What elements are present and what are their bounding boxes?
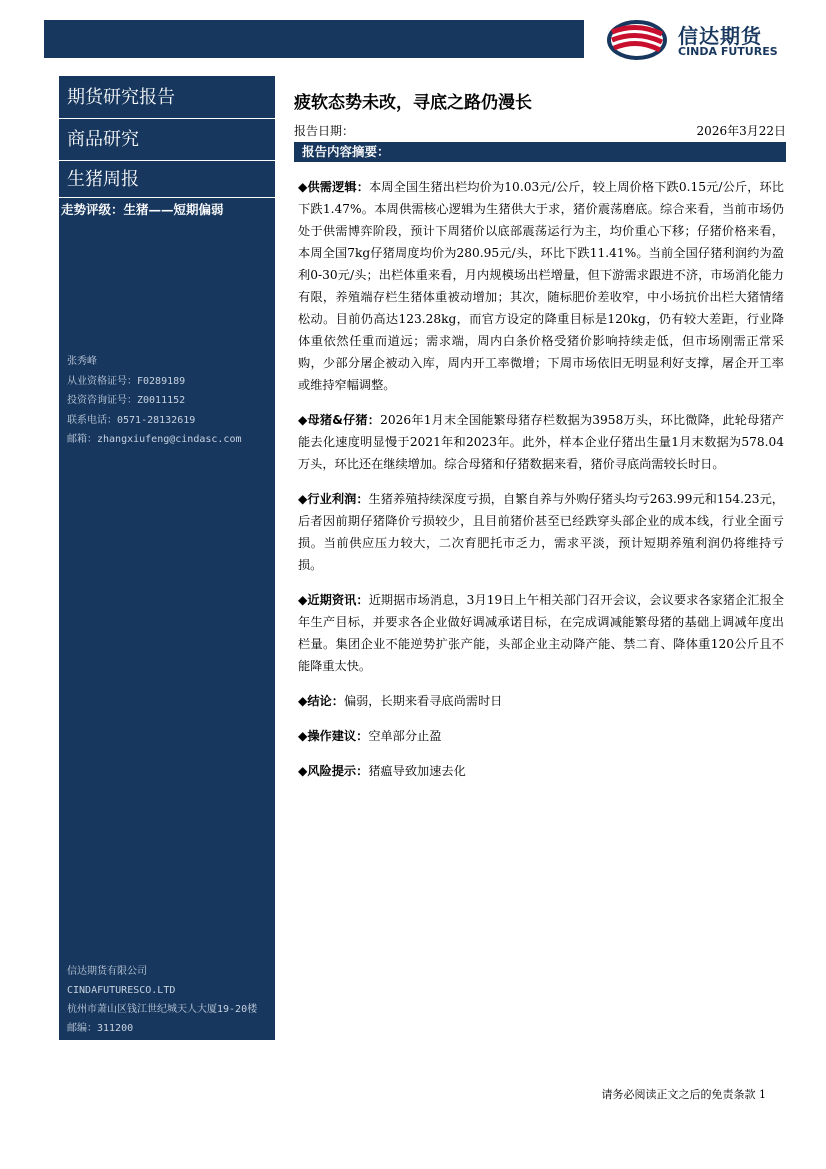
- section-text: 本周全国生猪出栏均价为10.03元/公斤，较上周价格下跌0.15元/公斤，环比下跌1.47%。本周供需核心逻辑为生猪供大于求，猪价震荡磨底。综合来看，当前市场仍处于供需博弈阶段，预计下周猪价以底部震荡运行为主，均价重心下移；仔猪价格来看，本周全国7kg仔猪周度均价为280.95元/头，环比下跌11.41%。当前全国仔猪利润约为盈利0-30元/头；出栏体重来看，月内规模场出栏增量，但下游需求跟进不济，市场消化能力有限，养殖端存栏生猪体重被动增加；其次，随标肥价差收窄，中小场抗价出栏大猪情绪松动。目前仍高达123.28kg，而官方设定的降重目标是120kg，仍有较大差距，行业降体重依然任重而道远；需求端，周内白条价格受猪价影响持续走低，但市场刚需正常采购，少部分屠企被动入库，周内开工率微增；下周市场依旧无明显利好支撑，屠企开工率或维持窄幅调整。: [298, 180, 784, 392]
- sidebar: [59, 76, 275, 1040]
- summary-content: [298, 176, 784, 795]
- section-label: ◆操作建议：: [298, 729, 369, 743]
- trend-rating: 走势评级：生猪——短期偏弱: [61, 202, 224, 217]
- cinda-logo-icon: [604, 18, 670, 62]
- sidebar-title-weekly: 生猪周报: [67, 169, 139, 190]
- sidebar-divider: [59, 160, 275, 161]
- analyst-name: 张秀峰: [67, 356, 97, 367]
- section-risk-warning: [298, 760, 784, 782]
- section-industry-profit: [298, 488, 784, 576]
- section-supply-demand: [298, 176, 784, 396]
- section-label: ◆母猪&仔猪：: [298, 413, 381, 427]
- header-bar: [44, 20, 584, 58]
- section-recent-news: [298, 589, 784, 677]
- analyst-consult-cert: 投资咨询证号：Z0011152: [67, 395, 186, 406]
- sidebar-divider: [59, 118, 275, 119]
- report-date-value: 2026年3月22日: [696, 124, 786, 138]
- company-name: 信达期货有限公司: [67, 966, 147, 977]
- section-text: 生猪养殖持续深度亏损，自繁自养与外购仔猪头均亏263.99元和154.23元，后者因前期仔猪降价亏损较少，且目前猪价甚至已经跌穿头部企业的成本线，行业全面亏损。当前供应压力较大，二次育肥托市乏力，需求平淡，预计短期养殖利润仍将维持亏损。: [298, 492, 784, 572]
- section-label: ◆结论：: [298, 694, 344, 708]
- analyst-info: [67, 352, 242, 450]
- company-info: [67, 962, 257, 1038]
- sidebar-title-report-type: 期货研究报告: [67, 87, 175, 108]
- sidebar-title-category: 商品研究: [67, 129, 139, 150]
- section-text: 近期据市场消息，3月19日上午相关部门召开会议，会议要求各家猪企汇报全年生产目标，并要求各企业做好调减承诺目标，在完成调减能繁母猪的基础上调减年度出栏量。集团企业不能逆势扩张产能，头部企业主动降产能、禁二育、降体重120公斤且不能降重太快。: [298, 593, 784, 673]
- analyst-qualification: 从业资格证号：F0289189: [67, 375, 186, 387]
- report-title: 疲软态势未改，寻底之路仍漫长: [294, 93, 532, 113]
- section-sows-piglets: [298, 409, 784, 475]
- sidebar-divider: [59, 197, 275, 198]
- disclaimer-note: 请务必阅读正文之后的免责条款 1: [601, 1088, 766, 1101]
- section-operation-advice: [298, 725, 784, 747]
- report-date-label: 报告日期：: [294, 124, 355, 138]
- section-text: 2026年1月末全国能繁母猪存栏数据为3958万头，环比微降，此轮母猪产能去化速度明显慢于2021年和2023年。此外，样本企业仔猪出生量1月末数据为578.04万头，环比还在继续增加。综合母猪和仔猪数据来看，猪价寻底尚需较长时日。: [298, 413, 784, 471]
- company-postcode: 邮编：311200: [67, 1023, 134, 1034]
- section-label: ◆近期资讯：: [298, 593, 369, 607]
- section-text: 猪瘟导致加速去化: [368, 764, 466, 778]
- cinda-logo: [604, 18, 794, 62]
- analyst-phone: 联系电话：0571-28132619: [67, 414, 196, 426]
- company-address: 杭州市萧山区钱江世纪城天人大厦19-20楼: [67, 1004, 258, 1015]
- company-site: CINDAFUTURESCO.LTD: [67, 985, 176, 996]
- section-label: ◆风险提示：: [298, 764, 369, 778]
- summary-header: 报告内容摘要：: [294, 142, 786, 162]
- section-text: 空单部分止盈: [368, 729, 442, 743]
- section-text: 偏弱，长期来看寻底尚需时日: [343, 694, 503, 708]
- section-label: ◆供需逻辑：: [298, 180, 369, 194]
- section-conclusion: [298, 690, 784, 712]
- section-label: ◆行业利润：: [298, 492, 369, 506]
- analyst-email: 邮箱：zhangxiufeng@cindasc.com: [67, 434, 242, 445]
- logo-en-text: CINDA FUTURES: [678, 45, 778, 58]
- logo-cn-text: 信达期货: [678, 24, 762, 48]
- report-date-row: [294, 122, 786, 139]
